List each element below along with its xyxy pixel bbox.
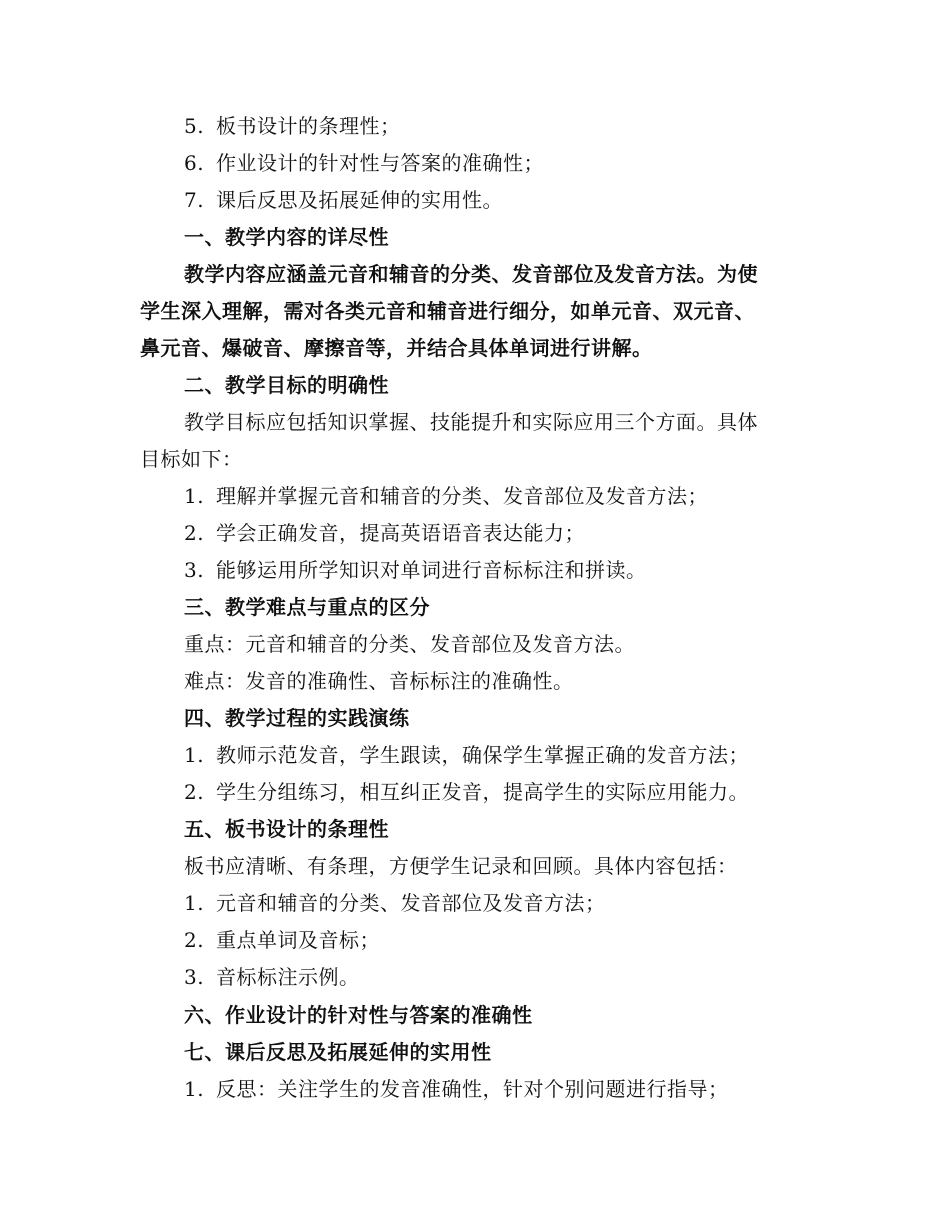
- section-heading: 五、板书设计的条理性: [184, 817, 389, 841]
- list-item: 2. 学会正确发音，提高英语语音表达能力；: [184, 521, 585, 545]
- paragraph-line: 教学目标应包括知识掌握、技能提升和实际应用三个方面。具体: [184, 410, 758, 434]
- list-item: 1. 理解并掌握元音和辅音的分类、发音部位及发音方法；: [184, 484, 708, 508]
- list-item: 5. 板书设计的条理性；: [184, 114, 401, 138]
- paragraph-line: 板书应清晰、有条理，方便学生记录和回顾。具体内容包括：: [184, 854, 738, 878]
- list-item: 1. 教师示范发音，学生跟读，确保学生掌握正确的发音方法；: [184, 743, 749, 767]
- paragraph-line: 目标如下：: [140, 447, 243, 471]
- paragraph-line: 鼻元音、爆破音、摩擦音等，并结合具体单词进行讲解。: [140, 336, 653, 360]
- section-heading: 四、教学过程的实践演练: [184, 706, 410, 730]
- section-heading: 七、课后反思及拓展延伸的实用性: [184, 1040, 492, 1064]
- list-item: 1. 元音和辅音的分类、发音部位及发音方法；: [184, 891, 606, 915]
- paragraph-line: 难点：发音的准确性、音标标注的准确性。: [184, 669, 574, 693]
- section-heading: 六、作业设计的针对性与答案的准确性: [184, 1003, 533, 1027]
- paragraph-line: 学生深入理解，需对各类元音和辅音进行细分，如单元音、双元音、: [140, 299, 755, 323]
- section-heading: 二、教学目标的明确性: [184, 373, 389, 397]
- list-item: 6. 作业设计的针对性与答案的准确性；: [184, 151, 544, 175]
- paragraph-line: 重点：元音和辅音的分类、发音部位及发音方法。: [184, 632, 635, 656]
- list-item: 1. 反思：关注学生的发音准确性，针对个别问题进行指导；: [184, 1077, 729, 1101]
- list-item: 7. 课后反思及拓展延伸的实用性。: [184, 188, 503, 212]
- list-item: 2. 重点单词及音标；: [184, 928, 380, 952]
- list-item: 3. 音标标注示例。: [184, 965, 360, 989]
- section-heading: 一、教学内容的详尽性: [184, 225, 389, 249]
- section-heading: 三、教学难点与重点的区分: [184, 595, 430, 619]
- paragraph-line: 教学内容应涵盖元音和辅音的分类、发音部位及发音方法。为使: [184, 262, 758, 286]
- list-item: 2. 学生分组练习，相互纠正发音，提高学生的实际应用能力。: [184, 780, 749, 804]
- list-item: 3. 能够运用所学知识对单词进行音标标注和拼读。: [184, 558, 647, 582]
